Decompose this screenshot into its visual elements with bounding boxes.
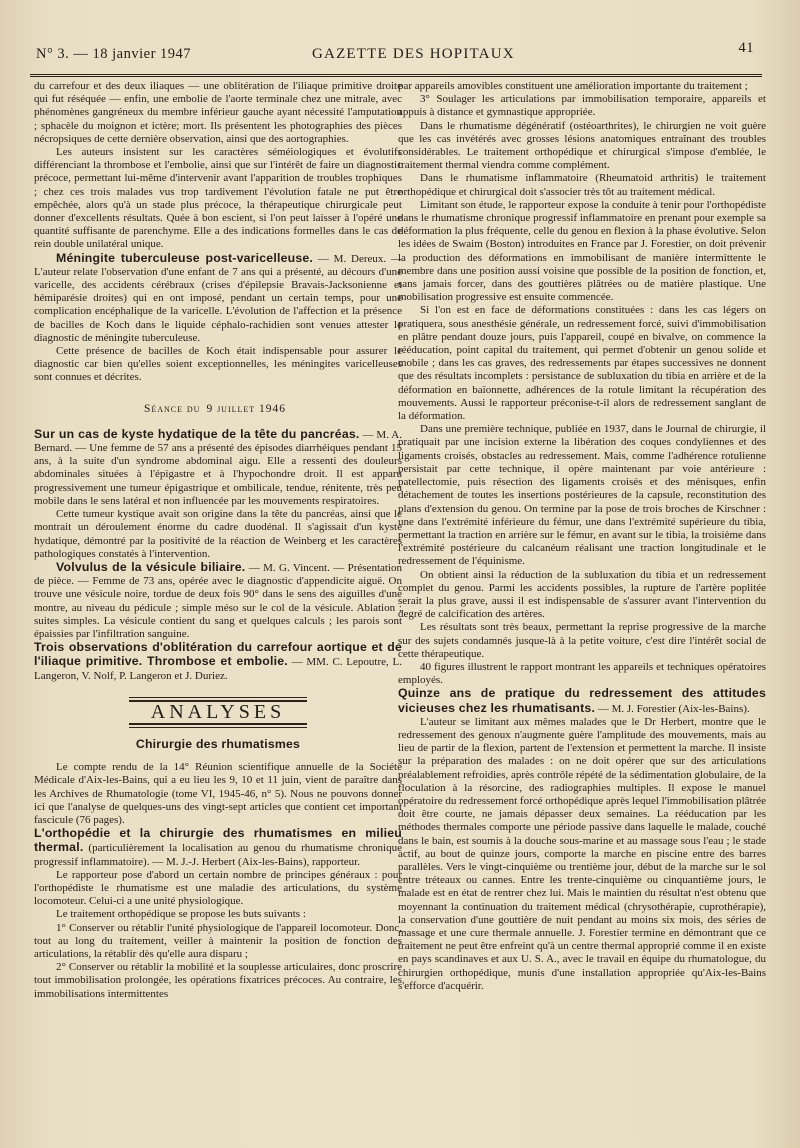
paragraph: Le traitement orthopédique se propose les buts suivants : (56, 908, 306, 921)
article-author: — M. Dereux. (313, 252, 387, 265)
paragraph: Cette tumeur kystique avait son origine dans la tête du pancréas, ainsi que le montrait un déroulement énorme du cadre duodénal. Il s'agissait d'un kyste hydatique, démontré par la positivité de la réaction de Weinberg et les caractères pathologiques constatés à l'intervention. (34, 508, 402, 560)
article-title: Volvulus de la vésicule biliaire. (56, 559, 246, 574)
paragraph: Le compte rendu de la 14° Réunion scientifique annuelle de la Société Médicale d'Aix-les-Bains, qui a eu lieu les 9, 10 et 11 juin, vient de paraître dans les Archives de Rhumatologie (tome VI, 1945-46, n° 5). Nous ne pouvons donner ici que l'analyse de quelques-uns des vingt-sept articles que contient cet important fascicule (76 pages). (34, 761, 402, 826)
paragraph: Le rapporteur pose d'abord un certain nombre de principes généraux : pour l'orthopédiste le rhumatisme est une maladie des articulations, du système locomoteur. Celui-ci a une unité physiologique. (34, 868, 402, 908)
session-heading (34, 403, 402, 416)
journal-title: GAZETTE DES HOPITAUX (312, 46, 515, 62)
paragraph: Dans le rhumatisme inflammatoire (Rheumatoid arthritis) le traitement orthopédique et chirurgical doit s'associer très tôt au traitement médical. (398, 172, 766, 198)
article-title: Sur un cas de kyste hydatique de la tête du pancréas. (34, 426, 360, 441)
left-column (34, 80, 402, 1001)
article-author: — M. G. Vincent. (245, 561, 330, 574)
article-body: — L'auteur relate l'observation d'une enfant de 7 ans qui a présenté, au décours d'une varicelle, des accidents cérébraux (crises d'épilepsie Bravais-Jacksonienne et hémiparésie droites) qui en ont imposé, pendant un certain temps, pour une complication encéphalique de la varicelle. L'évolution de l'affection et la présence de bacilles de Koch dans le liquide céphalo-rachidien sont venues attester le diagnostic de méningite tuberculeuse. (34, 252, 403, 344)
article-title: Méningite tuberculeuse post-varicelleuse. (56, 250, 314, 265)
article-entry (34, 827, 402, 869)
paragraph: 2° Conserver ou rétablir la mobilité et la souplesse articulaires, donc proscrire tout immobilisation prolongée, les opérations fixatrices précoces. Au contraire, les immobilisations intermittentes (34, 961, 402, 1000)
paragraph: Dans une première technique, publiée en 1937, dans le Journal de chirurgie, il pratiquait par une incision externe la libération des coques condyliennes et des ligaments croisés, obstacles au redressement. Mais, comme l'adhérence rotulienne persistait par cette technique, il opère maintenant par voie antérieure : patellectomie, puis résection des ligaments croisés et des ménisques, enfin détachement de toutes les insertions postérieures de la capsule, reconstitution des plans d'extension du genou. On termine par la pose de trois broches de Kirschner : une dans l'extrémité inférieure du fémur, une dans l'extrémité supérieure du tibia, permettant la traction en arrière sur le fémur, en avant sur le tibia, la troisième dans l'extrémité postérieure du calcanéum réalisant une traction longitudinale et le redressement de l'équinisme. (398, 423, 766, 568)
paragraph: du carrefour et des deux iliaques — une oblitération de l'iliaque primitive droite qui fut réséquée — enfin, une embolie de l'aorte terminale chez une mitrale, avec phénomènes gangréneux du membre inférieur gauche ayant nécessité l'amputation ; sphacèle du moignon et ictère; mort. Ils présentent les photographies des pièces nécropsiques de cette dernière observation, ainsi que des aortographies. (34, 80, 402, 145)
paragraph: 3° Soulager les articulations par immobilisation temporaire, appareils et appuis à distance et gymnastique appropriée. (398, 93, 766, 119)
article-author: (particulièrement la localisation au genou du rhumatisme chronique progressif inflammatoire). — M. J.-J. Herbert (Aix-les-Bains), rapporteur. (34, 842, 402, 868)
right-column (398, 80, 766, 993)
session-date: 9 juillet 1946 (206, 402, 287, 415)
session-label: Séance du (143, 402, 201, 415)
paragraph: 40 figures illustrent le rapport montrant les appareils et techniques opératoires employés. (398, 660, 766, 687)
paragraph: Limitant son étude, le rapporteur expose la conduite à tenir pour l'orthopédiste dans le rhumatisme chronique progressif inflammatoire en prenant pour exemple sa déformation la plus fréquente, celle du genou en flexion à la phase évolutive. Selon les idées de Swaim (Boston) introduites en France par J. Forestier, on doit prévenir la production des déformations en immobilisant de manière intermittente le membre dans une position aussi voisine que possible de la position de fonction, et, sans jamais forcer, dans des gouttières plâtrées ou de matière plastique. Une mobilisation progressive est ensuite commencée. (398, 198, 766, 304)
paragraph: Dans le rhumatisme dégénératif (ostéoarthrites), le chirurgien ne voit guère que les cas invétérés avec grosses lésions anatomiques entraînant des troubles considérables. Le traitement orthopédique et chirurgical s'impose d'emblée, le traitement thermal viendra comme complément. (398, 119, 766, 172)
article-title: Quinze ans de pratique du redressement des attitudes vicieuses chez les rhumatisants. (398, 686, 766, 715)
article-author: — M. J. Forestier (Aix-les-Bains). (595, 702, 750, 715)
article-entry (34, 252, 402, 345)
article-entry (34, 641, 402, 683)
article-body: — Présentation de pièce. — Femme de 73 ans, opérée avec le diagnostic d'appendicite aiguë. On trouve une vésicule noire, tordue de deux fois 90° dans le sens des aiguilles d'une montre, au niveau du pédicule ; simple méso sur le col de la vésicule. Ablation ; suites simples. La vésicule contient du sang et quelques calculs ; les parois sont épaissies par l'infiltration sanguine. (34, 561, 402, 640)
article-entry (34, 428, 402, 508)
section-title: Chirurgie des rhumatismes (135, 736, 301, 751)
article-entry (398, 687, 766, 715)
paragraph: Les résultats sont très beaux, permettant la reprise progressive de la marche sur des sujets condamnés jusque-là à la petite voiture, c'est dire l'intérêt social de cette thérapeutique. (398, 621, 766, 660)
paragraph: Cette présence de bacilles de Koch était indispensable pour assurer le diagnostic car bien qu'elles soient exceptionnelles, les méningites varicelleuses sont connues et décrites. (34, 345, 402, 384)
paragraph: par appareils amovibles constituent une amélioration importante du traitement ; (398, 80, 748, 92)
paragraph: 1° Conserver ou rétablir l'unité physiologique de l'appareil locomoteur. Donc, tout au long du traitement, veiller à maintenir la position de fonction des articulations, la rétablir dès qu'elle aura disparu ; (34, 921, 402, 960)
article-entry (34, 561, 402, 641)
article-author: — MM. C. Lepoutre, L. Langeron, V. Nolf, P. Langeron et J. Duriez. (34, 656, 402, 682)
analyses-label: ANALYSES (129, 700, 307, 725)
paragraph: Si l'on est en face de déformations constituées : dans les cas légers on pratiquera, sous anesthésie générale, un redressement forcé, suivi d'immobilisation en plâtre pendant douze jours, puis l'appareil, coupé en bivalve, on commence la rééducation, point capital du traitement, qui permet d'obtenir un genou solide et mobile ; dans les cas graves, des redressements par étapes successives ne donnent que des résultats incomplets : persistance de subluxation du tibia en arrière et de la déformation en baïonnette, adhérences de la rotule limitant la récupération des mouvements. Aussi le rapporteur préconise-t-il alors de redressement sanglant de la déformation. (398, 304, 766, 423)
page-number: 41 (738, 40, 754, 56)
article-title: Trois observations d'oblitération du carrefour aortique et de l'iliaque primitive. Thrombose et embolie. (34, 640, 402, 669)
paragraph: Les auteurs insistent sur les caractères séméiologiques et évolutifs différenciant la thrombose et l'embolie, ainsi que sur l'intérêt de faire un diagnostic précoce, permettant lui-même d'intervenir avant l'apparition de troubles trophiques ; chez ces trois malades vus trop tardivement l'évolution fatale ne put être empêchée, alors qu'à un stade plus précoce, la thérapeutique chirurgicale peut donner d'excellents résultats. Quée à bon escient, si l'on peut laisser à l'opéré une quantité suffisante de parenchyme. Elle a des indications formelles dans le cas de rein double unilatéral unique. (34, 146, 402, 251)
article-title: L'orthopédie et la chirurgie des rhumatismes en milieu thermal. (34, 826, 402, 855)
paragraph: On obtient ainsi la réduction de la subluxation du tibia et un redressement complet du genou. Parmi les accidents possibles, la rupture de l'artère poplitée serait la plus grave, aussi il est indispensable de s'assurer avant l'intervention du degré de calcification des artères. (398, 568, 766, 621)
header-rule (30, 74, 762, 77)
article-body: — Une femme de 57 ans a présenté des épisodes diarrhéiques pendant 15 ans, à la suite d'un syndrome abdominal aigu. Elle a ressenti des douleurs abdominales situées à l'épigastre et à l'hypochondre droit. Il est apparu progressivement une tumeur épigastrique et ombilicale, tendue, rénitente, très peu mobile dans le sens latéral et non influencée par les mouvements respiratoires. (34, 442, 402, 507)
article-author: — M. A. Bernard. (34, 428, 402, 455)
issue-date: N° 3. — 18 janvier 1947 (36, 46, 192, 62)
paragraph: L'auteur se limitant aux mêmes malades que le Dr Herbert, montre que le redressement des genoux n'augmente guère l'amplitude des mouvements, mais au lieu de partir de la flexion, partent de l'extension et permettent la marche. Il insiste sur la préparation des malades : on ne doit opérer que sur des articulations préalablement refroidies, après contrôle répété de la sédimentation globulaire, de la floculation à la résorcine, des radiographies multiples. Il expose le manuel opératoire du redressement forcé orthopédique après lequel l'immobilisation plâtrée doit être courte, ne jamais dépasser deux semaines. La rééducation par les méthodes thermales comporte une période passive dans laquelle le malade, couché dans le bain, est soumis à la douche sous-marine et au massage sous l'eau ; le stade actif, au bout de quinze jours, comporte la marche en piscine entre des barres parallèles. Vers le vingt-cinquième ou trentième jour, début de la marche sur le sol entre tréteaux ou cannes. Entre les trente-cinquième ou cinquantième jours, le malade est en état de rentrer chez lui. Mais le maintien du résultat n'est obtenu que moyennant la continuation du traitement médical (chrysothérapie, cuprothérapie), la conservation d'une gouttière de nuit pendant au moins six mois, des séries de massage et une cure thermale annuelle. J. Forestier termine en démontrant que ce traitement ne peut être enfreint qu'à un centre thermal approprié comme il en existe en pays scandinaves et aux U. S. A., avec le travail en équipe du rhumatologue, du chirurgien orthopédique, munis d'une installation appropriée qu'Aix-les-Bains s'efforce d'acquérir. (398, 715, 766, 992)
analyses-heading (34, 697, 402, 728)
